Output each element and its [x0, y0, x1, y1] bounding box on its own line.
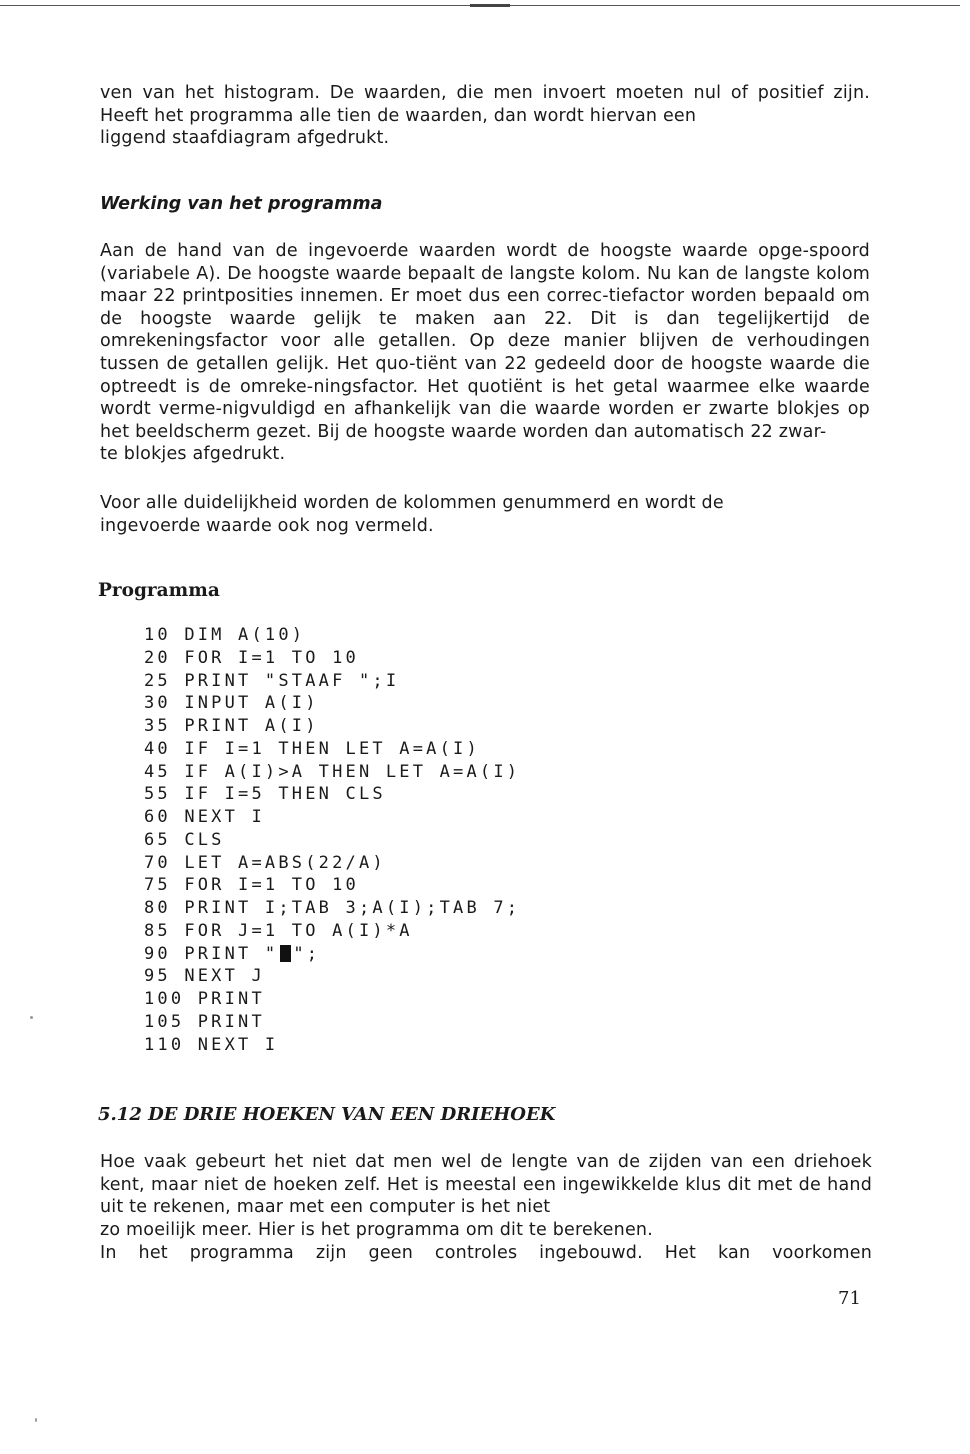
paragraph-last-line: zo moeilijk meer. Hier is het programma om dit te berekenen. — [100, 1219, 653, 1240]
code-line — [144, 715, 520, 738]
code-line — [144, 920, 520, 943]
line-number: 35 — [144, 716, 171, 736]
line-number: 60 — [144, 807, 171, 827]
paragraph-last-line: liggend staafdiagram afgedrukt. — [100, 128, 390, 149]
code-statement: PRINT A(I) — [184, 716, 319, 736]
code-statement: NEXT I — [184, 807, 265, 827]
line-number: 30 — [144, 693, 171, 714]
line-number: 55 — [144, 784, 171, 805]
code-statement-tail: "; — [293, 943, 321, 964]
code-statement: PRINT "STAAF ";I — [184, 670, 400, 691]
line-number: 90 — [144, 943, 171, 964]
section-title: 5.12 DE DRIE HOEKEN VAN EEN DRIEHOEK — [98, 1104, 556, 1125]
line-number: 65 — [144, 829, 171, 850]
code-statement: DIM A(10) — [184, 625, 306, 645]
paragraph-last-line: ingevoerde waarde ook nog vermeld. — [100, 515, 434, 536]
line-number: 80 — [144, 898, 171, 918]
line-number: 40 — [144, 738, 171, 759]
paragraph-text: ven van het histogram. De waarden, die men invoert moeten nul of positief zijn. Heeft het programma alle tien de waarden, dan wordt hiervan een — [100, 83, 870, 126]
code-statement: CLS — [184, 829, 225, 850]
code-line — [144, 829, 520, 852]
code-statement: FOR J=1 TO A(I)*A — [184, 920, 413, 941]
code-line — [144, 738, 520, 761]
page-number: 71 — [838, 1288, 861, 1309]
code-statement: NEXT J — [184, 966, 265, 987]
code-line — [144, 670, 520, 693]
paragraph-werking — [100, 240, 870, 466]
scan-speck — [30, 1016, 33, 1019]
line-number: 105 — [144, 1011, 185, 1032]
paragraph-controles — [100, 1242, 872, 1265]
paragraph-last-line: te blokjes afgedrukt. — [100, 444, 286, 465]
line-number: 75 — [144, 875, 171, 896]
line-number: 45 — [144, 761, 171, 782]
code-statement: LET A=ABS(22/A) — [184, 852, 386, 873]
line-number: 70 — [144, 852, 171, 873]
code-line — [144, 1011, 520, 1034]
code-line — [144, 965, 520, 988]
scan-speck — [35, 1418, 37, 1422]
code-statement: PRINT — [197, 1011, 265, 1032]
code-statement: PRINT " — [184, 943, 279, 964]
subheading-werking: Werking van het programma — [100, 194, 383, 214]
code-line — [144, 783, 520, 806]
program-listing — [144, 624, 520, 1056]
code-line — [144, 897, 520, 920]
code-line — [144, 874, 520, 897]
paragraph-text: Aan de hand van de ingevoerde waarden wordt de hoogste waarde opge-spoord (variabele A). De hoogste waarde bepaalt de langste kolom. Nu kan de langste kolom maar 22 printposities innemen. Er moet dus een correc-tiefactor worden bepaald om de hoogste waarde gelijk te maken aan 22. Dit is dan tegelijkertijd de omrekeningsfactor voor alle getallen. Op deze manier blijven de verhoudingen tussen de getallen gelijk. Het quo-tiënt van 22 gedeeld door de hoogste waarde die optreedt is de omreke-ningsfactor. Het quotiënt is het getal waarmee elke waarde wordt verme-nigvuldigd en afhankelijk van die waarde worden er zwarte blokjes op het beeldscherm gezet. Bij de hoogste waarde worden dan automatisch 22 zwar- — [100, 241, 870, 442]
subheading-programma: Programma — [98, 580, 220, 601]
code-line — [144, 647, 520, 670]
code-line — [144, 692, 520, 715]
code-line — [144, 988, 520, 1011]
line-number: 95 — [144, 966, 171, 987]
top-rule-mark — [470, 4, 510, 7]
code-line — [144, 1034, 520, 1057]
paragraph-histogram-intro — [100, 82, 870, 150]
line-number: 20 — [144, 647, 171, 668]
paragraph-text: Voor alle duidelijkheid worden de kolommen genummerd en wordt de — [100, 493, 724, 513]
code-statement: FOR I=1 TO 10 — [184, 875, 359, 896]
code-statement: IF I=1 THEN LET A=A(I) — [184, 738, 480, 759]
code-statement: FOR I=1 TO 10 — [184, 647, 359, 668]
paragraph-duidelijkheid — [100, 492, 870, 537]
line-number: 110 — [144, 1034, 185, 1055]
black-block-glyph — [280, 945, 291, 962]
code-line — [144, 943, 520, 966]
code-statement: IF A(I)>A THEN LET A=A(I) — [184, 761, 521, 782]
code-line — [144, 761, 520, 784]
line-number: 25 — [144, 670, 171, 691]
line-number: 100 — [144, 989, 185, 1009]
line-number: 10 — [144, 625, 171, 645]
paragraph-driehoek-intro — [100, 1151, 872, 1241]
code-statement: IF I=5 THEN CLS — [184, 784, 386, 805]
paragraph-text: In het programma zijn geen controles ingebouwd. Het kan voorkomen — [100, 1243, 872, 1263]
code-line — [144, 852, 520, 875]
code-statement: PRINT — [197, 989, 265, 1009]
code-line — [144, 624, 520, 647]
line-number: 85 — [144, 920, 171, 941]
paragraph-text: Hoe vaak gebeurt het niet dat men wel de lengte van de zijden van een driehoek kent, maar niet de hoeken zelf. Het is meestal een ingewikkelde klus dit met de hand uit te rekenen, maar met een computer is het niet — [100, 1152, 872, 1218]
code-statement: NEXT I — [197, 1034, 279, 1055]
code-line — [144, 806, 520, 829]
code-statement: INPUT A(I) — [184, 693, 319, 714]
code-statement: PRINT I;TAB 3;A(I);TAB 7; — [184, 898, 521, 918]
